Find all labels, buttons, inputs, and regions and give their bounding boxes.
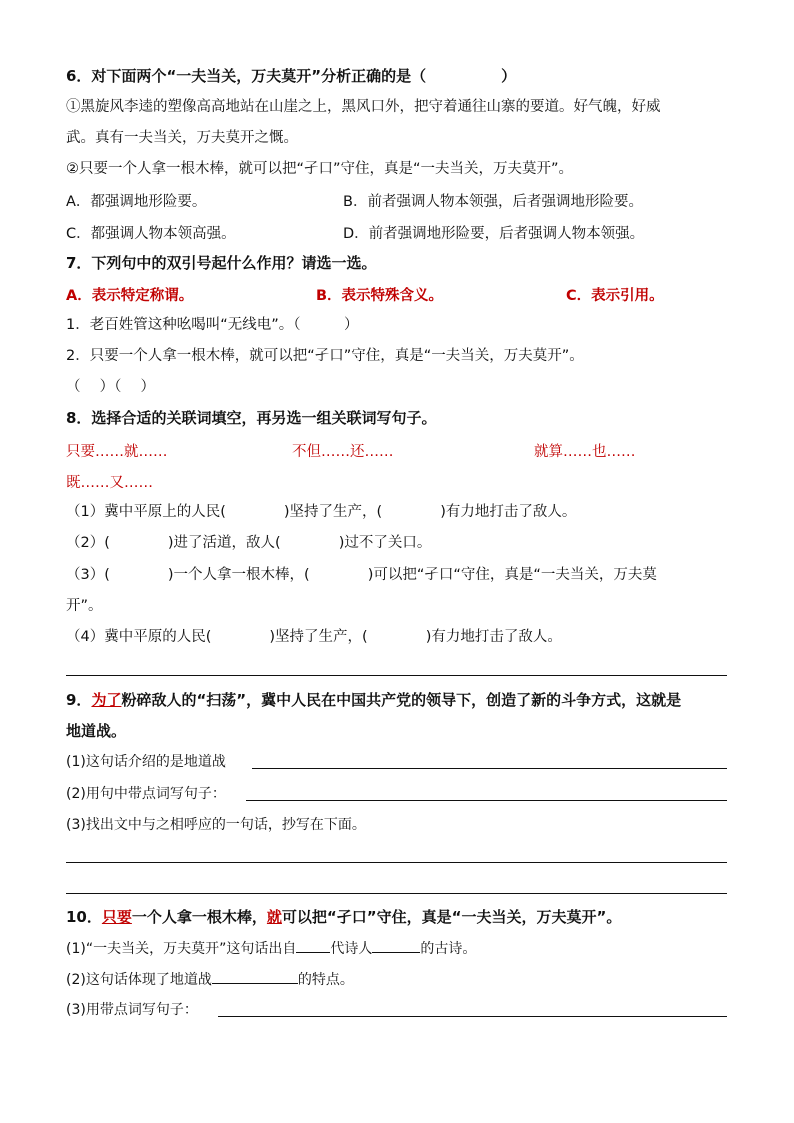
q10-sub-2-b: 的特点。 [297, 972, 354, 988]
q8-sentence-1[interactable]: （1）冀中平原上的人民( )坚持了生产，( )有力地打击了敌人。 [66, 504, 577, 520]
q6-passage-1a: ①黑旋风李逵的塑像高高地站在山崖之上，黑风口外，把守着通往山寨的要道。好气魄，好威 [66, 99, 661, 115]
q8-title: 8．选择合适的关联词填空，再另选一组关联词写句子。 [66, 409, 437, 427]
q9-answer-line-1[interactable] [66, 862, 727, 863]
q6-option-d[interactable]: D．前者强调地形险要，后者强调人物本领强。 [343, 226, 645, 242]
q10-title-rest: 可以把“孑口”守住，真是“一夫当关，万夫莫开”。 [281, 908, 622, 926]
q6-title: 6．对下面两个“一夫当关，万夫莫开”分析正确的是（ ） [66, 67, 517, 85]
q6-passage-2: ②只要一个人拿一根木棒，就可以把“孑口”守住，真是“一夫当关，万夫莫开”。 [66, 161, 574, 177]
q10-number: 10． [66, 908, 102, 926]
q8-sentence-4[interactable]: （4）冀中平原的人民( )坚持了生产，( )有力地打击了敌人。 [66, 629, 562, 645]
q7-option-a: A．表示特定称谓。 [66, 288, 194, 304]
q10-sub-3: (3)用带点词写句子： [66, 1002, 198, 1018]
q10-sub-1-b: 代诗人 [330, 941, 373, 957]
q9-sub-1-blank[interactable] [252, 768, 727, 769]
q6-option-a[interactable]: A．都强调地形险要。 [66, 194, 207, 210]
q9-sub-2-blank[interactable] [246, 800, 727, 801]
q10-sub-1-c: 的古诗。 [420, 941, 477, 957]
q8-word-3: 就算……也…… [534, 444, 636, 460]
q9-sub-3: (3)找出文中与之相呼应的一句话，抄写在下面。 [66, 817, 366, 833]
q6-passage-1b: 武。真有一夫当关，万夫莫开之慨。 [66, 130, 298, 146]
q10-title [66, 907, 728, 927]
q10-poet-blank[interactable] [372, 938, 420, 953]
q8-word-1: 只要……就…… [66, 444, 168, 460]
q9-answer-line-2[interactable] [66, 893, 727, 894]
q10-marked-word-1: 只要 [101, 908, 132, 926]
q6-option-b[interactable]: B．前者强调人物本领强，后者强调地形险要。 [343, 194, 643, 210]
q9-sub-1: (1)这句话介绍的是地道战 [66, 754, 226, 770]
q10-sub-2-a: (2)这句话体现了地道战 [66, 972, 212, 988]
q10-dynasty-blank[interactable] [296, 938, 330, 953]
q8-sentence-2[interactable]: （2）( )进了活道，敌人( )过不了关口。 [66, 535, 432, 551]
q7-sentence-2-answer[interactable]: （ ）（ ） [66, 379, 155, 395]
q7-title: 7．下列句中的双引号起什么作用？请选一选。 [66, 254, 377, 272]
q9-title [66, 690, 728, 710]
q9-number: 9． [66, 691, 92, 709]
q9-title-text: 粉碎敌人的“扫荡”，冀中人民在中国共产党的领导下，创造了新的斗争方式，这就是 [121, 691, 682, 709]
q10-sub-3-blank[interactable] [218, 1016, 727, 1017]
q10-sub-2 [66, 969, 728, 990]
q8-word-4: 既……又…… [66, 475, 153, 491]
q10-title-mid: 一个人拿一根木棒， [131, 908, 267, 926]
q7-sentence-1: 1．老百姓管这种吆喝叫“无线电”。（ ） [66, 317, 359, 333]
q8-sentence-3a[interactable]: （3）( )一个人拿一根木棒，( )可以把“孑口“守住，真是“一夫当关，万夫莫 [66, 567, 657, 583]
q8-sentence-3b: 开”。 [66, 598, 103, 614]
q10-marked-word-2: 就 [266, 908, 282, 926]
q7-option-b: B．表示特殊含义。 [316, 288, 444, 304]
q8-word-2: 不但……还…… [292, 444, 394, 460]
q10-sub-1-a: (1)“一夫当关，万夫莫开”这句话出自 [66, 941, 297, 957]
q10-feature-blank[interactable] [212, 969, 298, 984]
q9-title-cont: 地道战。 [66, 722, 127, 740]
q7-sentence-2: 2．只要一个人拿一根木棒，就可以把“孑口”守住，真是“一夫当关，万夫莫开”。 [66, 348, 584, 364]
q10-sub-1 [66, 938, 728, 959]
q7-option-c: C．表示引用。 [566, 288, 664, 304]
q9-sub-2: (2)用句中带点词写句子： [66, 786, 226, 802]
q8-answer-line[interactable] [66, 675, 727, 676]
q9-marked-word: 为了 [91, 691, 122, 709]
q6-option-c[interactable]: C．都强调人物本领高强。 [66, 226, 236, 242]
